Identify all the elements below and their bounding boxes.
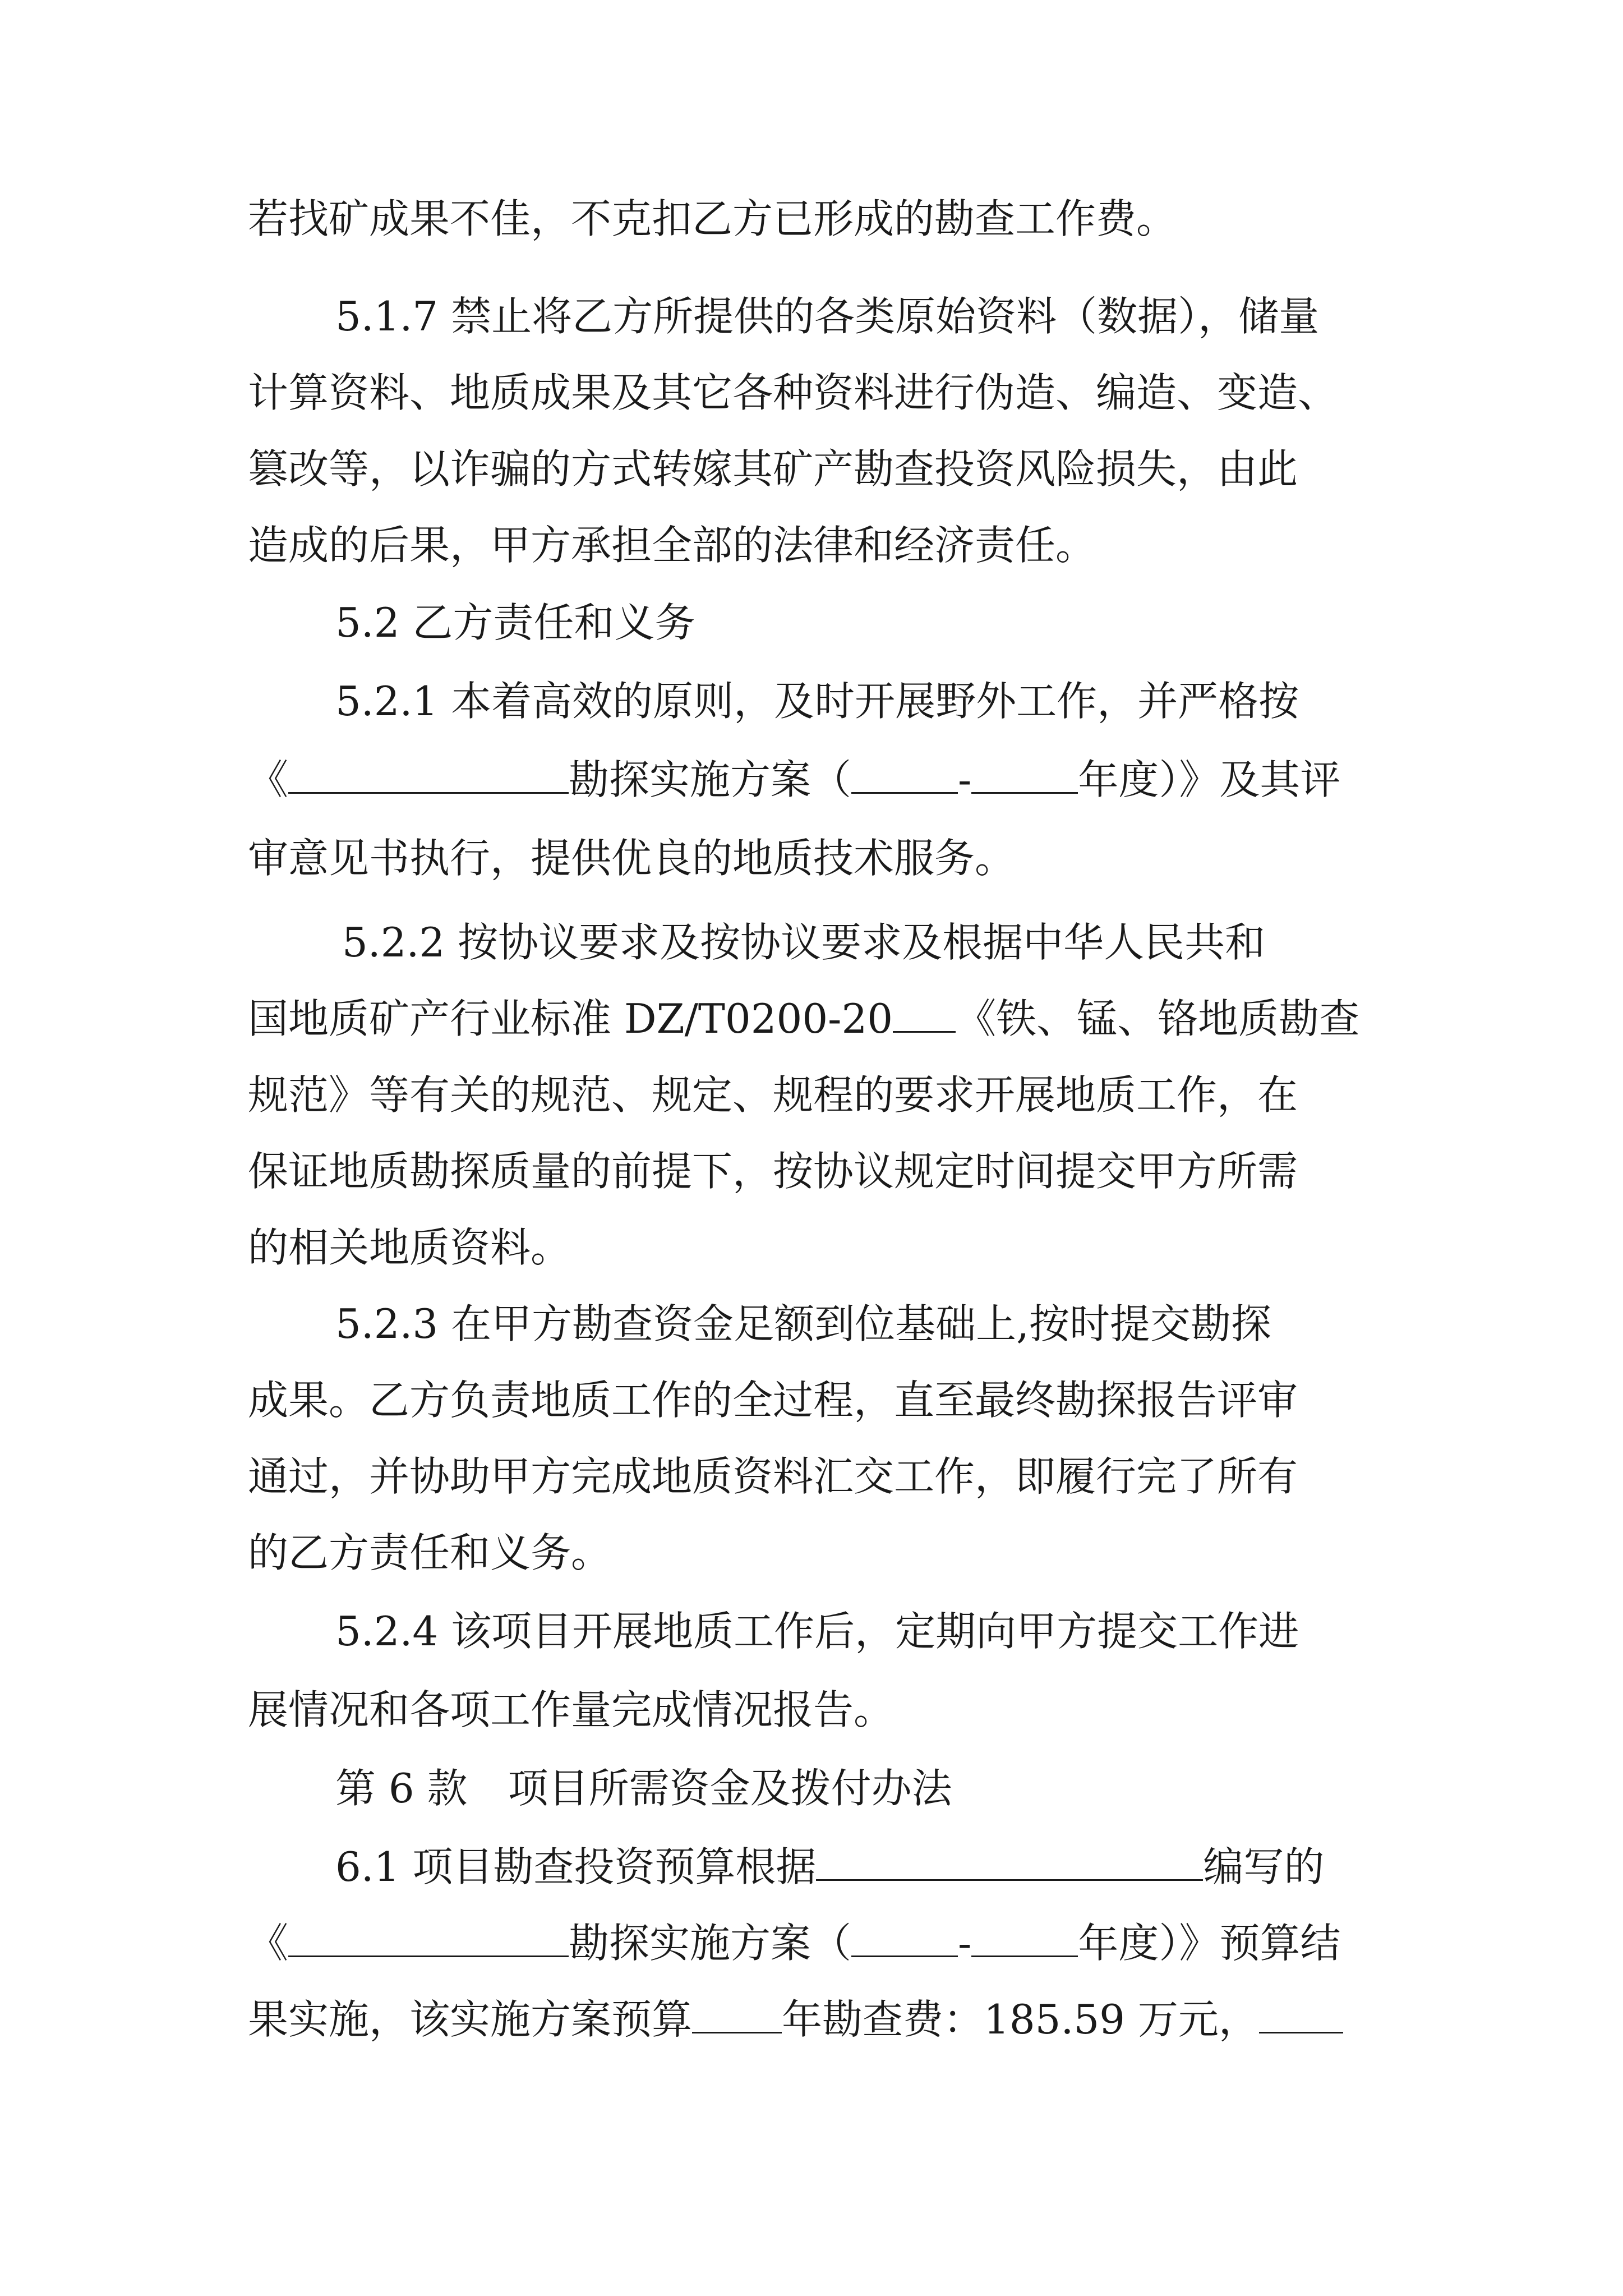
clause-5-2-2-line-1 — [0, 909, 1623, 976]
text-line: 的乙方责任和义务。 — [248, 1529, 612, 1576]
text-line: 若找矿成果不佳，不克扣乙方已形成的勘查工作费。 — [248, 195, 1177, 242]
text-line: 5.1.7 禁止将乙方所提供的各类原始资料（数据），储量 — [335, 293, 1320, 340]
clause-5-2-4-line-2 — [0, 1676, 1623, 1743]
clause-6-1-line-3 — [0, 1986, 1623, 2053]
fill-in-blank-year-start — [851, 1911, 958, 1957]
text-fragment: 年度）》及其评 — [1078, 756, 1341, 803]
fill-in-blank-year-end — [971, 747, 1078, 794]
clause-6-1-line-2 — [0, 1910, 1623, 1977]
text-line: 保证地质勘探质量的前提下，按协议规定时间提交甲方所需 — [248, 1148, 1298, 1195]
fill-in-blank-trailing — [1259, 1987, 1343, 2033]
fill-in-blank-year — [692, 1987, 782, 2033]
section-heading: 第 6 款 项目所需资金及拨付办法 — [335, 1765, 952, 1812]
fill-in-blank-standard-year — [893, 986, 956, 1033]
clause-5-2-1-line-1 — [0, 668, 1623, 735]
text-fragment: 果实施，该实施方案预算 — [248, 1996, 693, 2043]
text-line: 展情况和各项工作量完成情况报告。 — [248, 1686, 895, 1733]
text-line: 通过，并协助甲方完成地质资料汇交工作，即履行完了所有 — [248, 1453, 1298, 1500]
clause-5-2-3-line-2 — [0, 1366, 1623, 1434]
clause-5-2-3-line-1 — [0, 1290, 1623, 1358]
text-fragment: 编写的 — [1203, 1843, 1325, 1890]
clause-5-2-4-line-1 — [0, 1598, 1623, 1665]
text-fragment: 勘探实施方案（ — [569, 756, 852, 803]
fill-in-blank-year-end — [971, 1911, 1078, 1957]
clause-5-1-7-line-4 — [0, 512, 1623, 579]
text-fragment: 年度）》预算结 — [1078, 1920, 1341, 1967]
text-fragment: - — [958, 1920, 972, 1967]
paragraph-5-1-6-tail — [0, 185, 1623, 252]
section-heading: 5.2 乙方责任和义务 — [335, 599, 695, 646]
text-fragment: 6.1 项目勘查投资预算根据 — [335, 1843, 817, 1890]
fill-in-blank-year-start — [851, 747, 958, 794]
text-line: 5.2.4 该项目开展地质工作后，定期向甲方提交工作进 — [335, 1608, 1299, 1655]
fill-in-blank-author — [816, 1834, 1203, 1881]
heading-5-2 — [0, 589, 1623, 656]
text-line: 造成的后果，甲方承担全部的法律和经济责任。 — [248, 522, 1096, 569]
clause-5-2-3-line-4 — [0, 1519, 1623, 1586]
clause-5-2-1-line-3 — [0, 825, 1623, 892]
text-fragment: 国地质矿产行业标准 DZ/T0200-20 — [248, 995, 893, 1042]
text-line: 审意见书执行，提供优良的地质技术服务。 — [248, 835, 1016, 882]
text-line: 计算资料、地质成果及其它各种资料进行伪造、编造、变造、 — [248, 369, 1339, 416]
text-line: 5.2.2 按协议要求及按协议要求及根据中华人民共和 — [342, 919, 1266, 966]
fill-in-blank-project — [288, 1911, 569, 1957]
text-line: 的相关地质资料。 — [248, 1224, 571, 1271]
clause-5-1-7-line-2 — [0, 359, 1623, 426]
text-line: 5.2.1 本着高效的原则，及时开展野外工作，并严格按 — [335, 678, 1299, 725]
text-fragment: 年勘查费：185.59 万元， — [782, 1996, 1259, 2043]
text-fragment: 《 — [248, 1920, 289, 1967]
fill-in-blank-project — [288, 747, 569, 794]
text-fragment: 《铁、锰、铬地质勘查 — [956, 995, 1360, 1042]
text-line: 成果。乙方负责地质工作的全过程，直至最终勘探报告评审 — [248, 1377, 1298, 1424]
heading-article-6 — [0, 1755, 1623, 1822]
clause-5-2-1-line-2 — [0, 746, 1623, 813]
clause-5-2-2-line-2 — [0, 985, 1623, 1052]
clause-5-2-3-line-3 — [0, 1443, 1623, 1510]
text-line: 5.2.3 在甲方勘查资金足额到位基础上,按时提交勘探 — [335, 1300, 1271, 1347]
text-line: 规范》等有关的规范、规定、规程的要求开展地质工作，在 — [248, 1071, 1298, 1119]
clause-5-2-2-line-4 — [0, 1138, 1623, 1205]
clause-6-1-line-1 — [0, 1833, 1623, 1901]
text-fragment: - — [958, 756, 972, 803]
text-line: 篡改等，以诈骗的方式转嫁其矿产勘查投资风险损失，由此 — [248, 445, 1298, 493]
text-fragment: 勘探实施方案（ — [569, 1920, 852, 1967]
clause-5-1-7-line-3 — [0, 435, 1623, 503]
clause-5-2-2-line-5 — [0, 1214, 1623, 1281]
clause-5-2-2-line-3 — [0, 1061, 1623, 1129]
clause-5-1-7-line-1 — [0, 283, 1623, 350]
text-fragment: 《 — [248, 756, 289, 803]
